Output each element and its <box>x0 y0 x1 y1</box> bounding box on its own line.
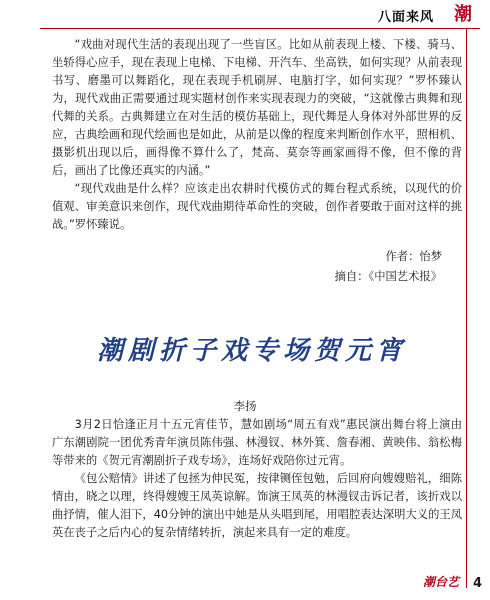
header-rule <box>40 28 480 29</box>
article-one <box>52 36 462 234</box>
footer-logo-icon: 潮台艺 <box>422 575 459 589</box>
article-two-author: 李扬 <box>233 399 257 413</box>
article-two <box>52 416 462 542</box>
article-two-paragraph: 《包公赔情》讲述了包拯为伸民冤，按律铡侄包勉，后回府向嫂嫂赔礼，细陈情由，晓之以理，终得嫂嫂王凤英谅解。饰演王凤英的林漫钗击诉记者，该折戏以曲抒情，催人泪下，40分钟的演出中她是从头唱到尾，用唱腔表达深明大义的王凤英在丧子之后内心的复杂情绪转折，演起来具有一定的难度。 <box>52 472 462 539</box>
article-one-source: 摘自：《中国艺术报》 <box>334 270 442 283</box>
header-title: 八面来风 <box>377 10 434 25</box>
article-one-paragraph: “戏曲对现代生活的表现出现了一些盲区。比如从前表现上楼、下楼、骑马、坐轿得心应手，现在表现上电梯、下电梯、开汽车、坐高铁，如何实现？从前表现书写、磨墨可以舞蹈化，现在表现手机刷屏、电脑打字，如何实现？”罗怀臻认为，现代戏曲正需要通过现实题材创作来实现表现力的突破，“这就像古典舞和现代舞的关系。古典舞建立在对生活的模仿基础上，现代舞是人身体对外部世界的反应，古典绘画和现代绘画也是如此，从前是以像的程度来判断创作水平，照相机、摄影机出现以后，画得像不算什么了，梵高、莫奈等画家画得不像，但不像的背后，画出了比像还真实的内涵。” <box>52 38 462 177</box>
article-one-author: 作者：怡梦 <box>385 250 442 263</box>
page-header <box>0 0 490 28</box>
article-one-paragraph: “现代戏曲是什么样？应该走出农耕时代模仿式的舞台程式系统，以现代的价值观、审美意识来创作，现代戏曲期待革命性的突破，创作者要敢于面对这样的挑战。”罗怀臻说。 <box>52 182 462 231</box>
article-two-title: 潮剧折子戏专场贺元宵 <box>96 336 407 366</box>
right-margin-rule <box>466 28 467 588</box>
chao-logo-icon: 潮 <box>454 4 472 25</box>
page-number: 4 <box>472 576 482 591</box>
article-two-paragraph: 3月2日恰逢正月十五元宵佳节，慧如剧场“周五有戏”惠民演出舞台将上演由广东潮剧院一团优秀青年演员陈伟强、林漫钗、林外箕、詹春湘、黄映伟、翁松梅等带来的《贺元宵潮剧折子戏专场》，连场好戏陪你过元宵。 <box>52 418 462 467</box>
